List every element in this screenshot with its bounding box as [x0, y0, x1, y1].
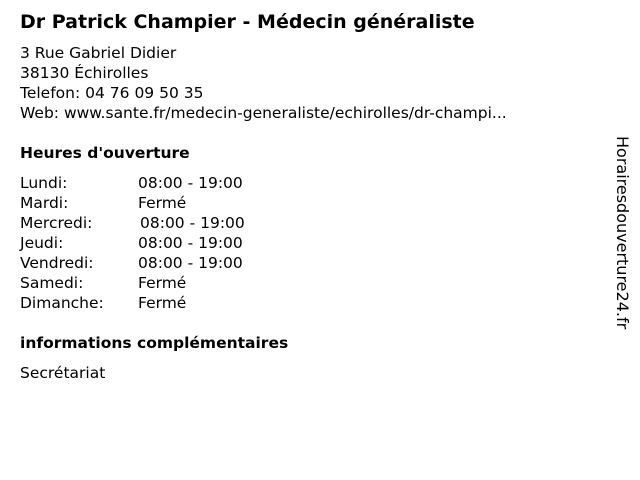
hours-row-monday — [20, 173, 600, 193]
web-line — [20, 103, 600, 123]
business-card — [20, 10, 600, 383]
day-time: 08:00 - 19:00 — [138, 254, 243, 272]
web-label: Web: — [20, 104, 64, 122]
day-time: 08:00 - 19:00 — [140, 214, 245, 232]
day-time: 08:00 - 19:00 — [138, 174, 243, 192]
hours-row-thursday — [20, 233, 600, 253]
day-label: Vendredi: — [20, 254, 94, 272]
address-street: 3 Rue Gabriel Didier — [20, 44, 177, 62]
day-label: Mardi: — [20, 194, 69, 212]
day-time: Fermé — [138, 274, 187, 292]
day-label: Samedi: — [20, 274, 84, 292]
extra-info-heading: informations complémentaires — [20, 334, 289, 352]
hours-row-friday — [20, 253, 600, 273]
hours-row-tuesday — [20, 193, 600, 213]
day-label: Lundi: — [20, 174, 68, 192]
day-time: Fermé — [138, 294, 187, 312]
site-watermark: Horairesdouverture24.fr — [613, 136, 632, 330]
hours-row-sunday — [20, 293, 600, 313]
day-time: 08:00 - 19:00 — [138, 234, 243, 252]
phone-line — [20, 83, 600, 103]
day-label: Jeudi: — [20, 234, 64, 252]
web-link[interactable]: www.sante.fr/medecin-generaliste/echirolles/dr-champi... — [63, 104, 507, 122]
day-time: Fermé — [138, 194, 187, 212]
hours-row-saturday — [20, 273, 600, 293]
phone-link[interactable]: 04 76 09 50 35 — [85, 84, 204, 102]
day-label: Mercredi: — [20, 214, 93, 232]
day-label: Dimanche: — [20, 294, 104, 312]
hours-heading: Heures d'ouverture — [20, 144, 190, 162]
address-city: 38130 Échirolles — [20, 64, 149, 82]
page-title: Dr Patrick Champier - Médecin généraliste — [20, 11, 475, 33]
hours-table — [20, 173, 600, 313]
hours-row-wednesday — [20, 213, 600, 233]
extra-info-text: Secrétariat — [20, 364, 106, 382]
phone-label: Telefon: — [20, 84, 86, 102]
